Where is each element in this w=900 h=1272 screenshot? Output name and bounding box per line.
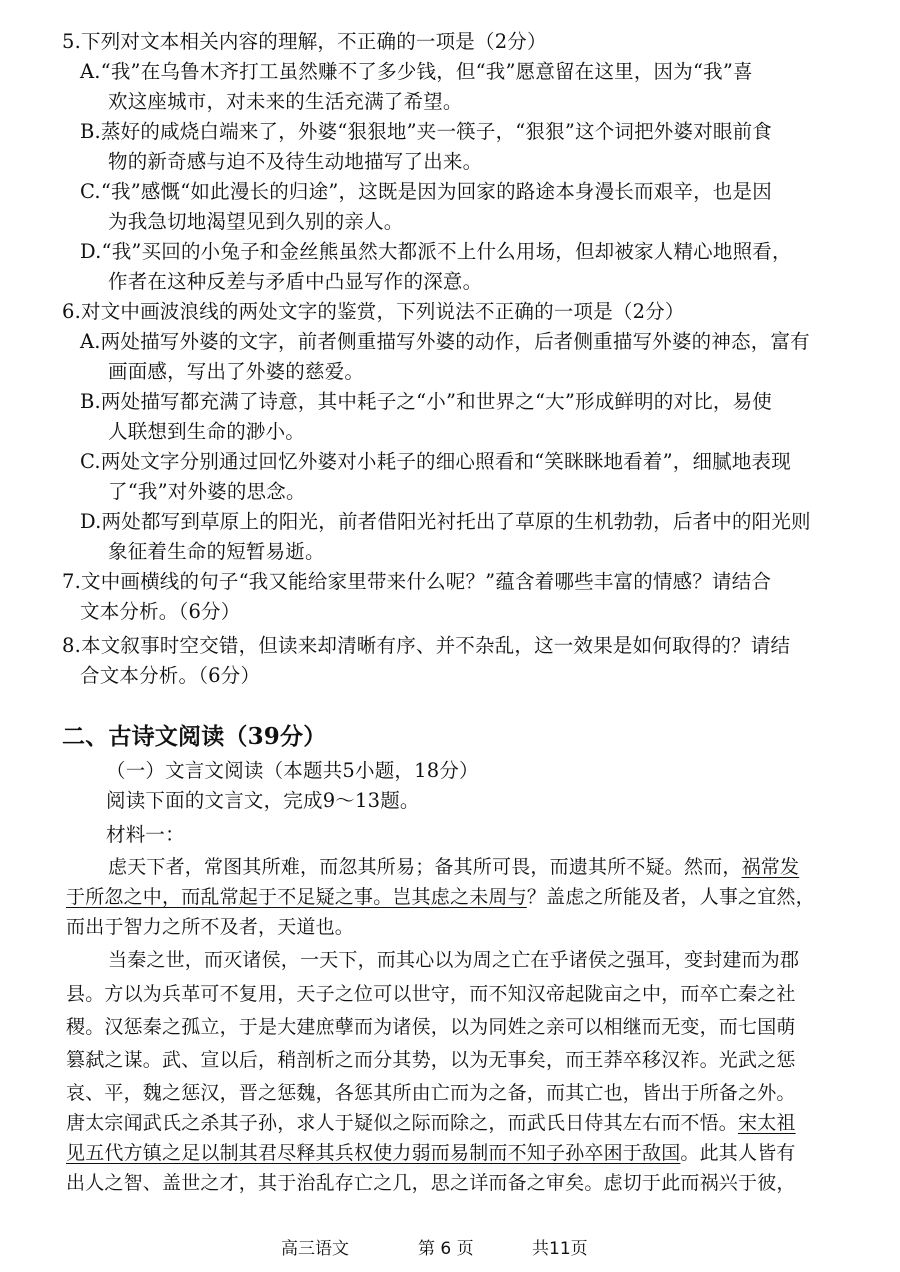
q5-option-b: B.蒸好的咸烧白端来了，外婆“狠狠地”夹一筷子，“狠狠”这个词把外婆对眼前食 [80, 120, 773, 143]
q8-stem: 8.本文叙事时空交错，但读来却清晰有序、并不杂乱，这一效果是如何取得的？请结 [62, 634, 791, 657]
footer-page-number: 第 6 页 [418, 1239, 474, 1259]
q6-option-d: D.两处都写到草原上的阳光，前者借阳光衬托出了草原的生机勃勃，后者中的阳光则 [80, 510, 811, 533]
passage-text: 。此其人皆有 [680, 1142, 796, 1164]
q5-option-a: A.“我”在乌鲁木齐打工虽然赚不了多少钱，但“我”愿意留在这里，因为“我”喜 [80, 60, 753, 83]
underlined-sentence: 见五代方镇之足以制其君尽释其兵权使力弱而易制而不知子孙卒困于敌国 [66, 1142, 681, 1164]
q5-option-a-cont: 欢这座城市，对未来的生活充满了希望。 [108, 90, 463, 113]
q6-option-d-cont: 象征着生命的短暂易逝。 [108, 540, 325, 563]
underlined-sentence: 祸常发 [741, 856, 800, 878]
q6-option-c: C.两处文字分别通过回忆外婆对小耗子的细心照看和“笑眯眯地看着”，细腻地表现 [80, 450, 791, 473]
passage-line: 篡弑之谋。武、宣以后，稍剖析之而分其势，以为无事矣，而王莽卒移汉祚。光武之惩 [66, 1049, 796, 1071]
passage-line: 稷。汉惩秦之孤立，于是大建庶孽而为诸侯，以为同姓之亲可以相继而无变，而七国萌 [66, 1016, 796, 1038]
q6-option-c-cont: 了“我”对外婆的思念。 [108, 480, 306, 503]
underlined-sentence: 于所忽之中，而乱常起于不足疑之事。岂其虑之未周与 [66, 886, 527, 908]
q5-option-b-cont: 物的新奇感与迫不及待生动地描写了出来。 [108, 150, 483, 173]
q5-stem: 5.下列对文本相关内容的理解，不正确的一项是（2分） [62, 30, 547, 53]
section-title: 二、古诗文阅读（39分） [62, 723, 327, 750]
passage-line [66, 1109, 796, 1137]
q5-option-c-cont: 为我急切地渴望见到久别的亲人。 [108, 210, 404, 233]
q5-option-d: D.“我”买回的小兔子和金丝熊虽然大都派不上什么用场，但却被家人精心地照看， [80, 240, 792, 263]
passage-line: 哀、平，魏之惩汉，晋之惩魏，各惩其所由亡而为之备，而其亡也，皆出于所备之外。 [66, 1082, 796, 1104]
subsection-title: （一）文言文阅读（本题共5小题，18分） [106, 759, 479, 782]
passage-line: 而出于智力之所不及者，天道也。 [66, 916, 355, 938]
q8-stem-cont: 合文本分析。（6分） [80, 664, 261, 687]
passage-line [108, 853, 799, 881]
passage-text: ？盖虑之所能及者，人事之宜然， [526, 886, 815, 908]
q6-option-a: A.两处描写外婆的文字，前者侧重描写外婆的动作，后者侧重描写外婆的神态，富有 [80, 330, 810, 353]
q7-stem: 7.文中画横线的句子“我又能给家里带来什么呢？”蕴含着哪些丰富的情感？请结合 [62, 570, 772, 593]
reading-instruction: 阅读下面的文言文，完成9～13题。 [106, 789, 420, 812]
underlined-sentence: 宋太祖 [738, 1112, 796, 1134]
passage-line: 当秦之世，而灭诸侯，一天下，而其心以为周之亡在乎诸侯之强耳，变封建而为郡 [108, 949, 800, 971]
passage-line [66, 1139, 796, 1167]
passage-line: 县。方以为兵革可不复用，天子之位可以世守，而不知汉帝起陇亩之中，而卒亡秦之社 [66, 983, 796, 1005]
q5-option-d-cont: 作者在这种反差与矛盾中凸显写作的深意。 [108, 270, 483, 293]
q6-option-b-cont: 人联想到生命的渺小。 [108, 420, 306, 443]
footer-total-pages: 共11页 [532, 1239, 588, 1259]
q5-option-c: C.“我”感慨“如此漫长的归途”，这既是因为回家的路途本身漫长而艰辛，也是因 [80, 180, 772, 203]
passage-text: 虑天下者，常图其所难，而忽其所易；备其所可畏，而遗其所不疑。然而， [108, 856, 742, 878]
passage-text: 唐太宗闻武氏之杀其子孙，求人于疑似之际而除之，而武氏日侍其左右而不悟。 [66, 1112, 739, 1134]
q6-option-a-cont: 画面感，写出了外婆的慈爱。 [108, 360, 365, 383]
passage-line: 出人之智、盖世之才，其于治乱存亡之几，思之详而备之审矣。虑切于此而祸兴于彼， [66, 1172, 796, 1194]
q6-stem: 6.对文中画波浪线的两处文字的鉴赏，下列说法不正确的一项是（2分） [62, 300, 685, 323]
footer-subject: 高三语文 [281, 1239, 349, 1259]
material-label: 材料一： [106, 823, 185, 846]
q7-stem-cont: 文本分析。（6分） [80, 600, 241, 623]
q6-option-b: B.两处描写都充满了诗意，其中耗子之“小”和世界之“大”形成鲜明的对比，易使 [80, 390, 773, 413]
passage-line [66, 883, 815, 911]
